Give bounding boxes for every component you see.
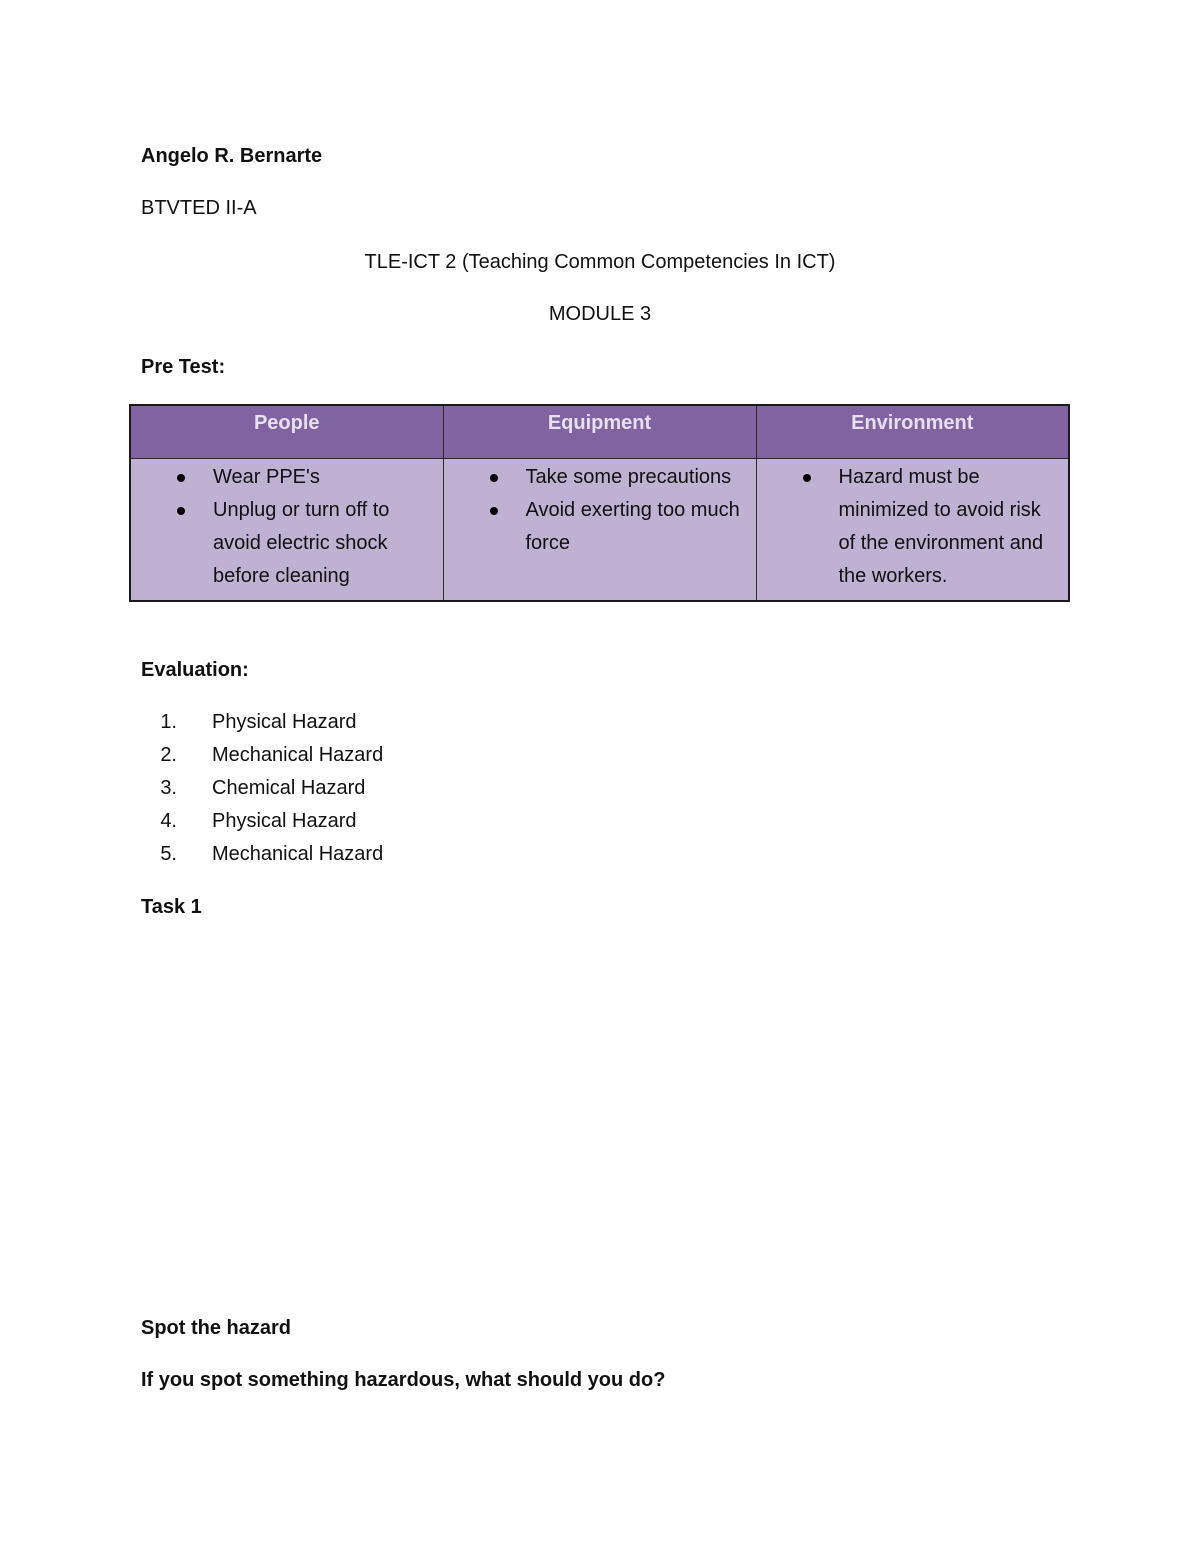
list-item [444, 494, 756, 560]
environment-list [757, 461, 1069, 593]
item-number: 3. [160, 777, 177, 799]
list-item [757, 461, 1069, 593]
people-cell [130, 459, 443, 602]
people-item-text: Unplug or turn off to avoid electric shock before cleaning [213, 499, 390, 587]
item-text: Mechanical Hazard [212, 744, 384, 766]
bullet-icon [490, 474, 498, 482]
spot-hazard-heading: Spot the hazard [141, 1317, 292, 1339]
bullet-icon [490, 507, 498, 515]
people-list [131, 461, 443, 593]
column-header-people: People [130, 405, 443, 459]
equipment-item-text: Avoid exerting too much force [525, 499, 740, 554]
item-text: Mechanical Hazard [212, 843, 384, 865]
pretest-header-row [130, 405, 1069, 459]
people-item-text: Wear PPE's [213, 466, 320, 488]
list-item [141, 739, 383, 772]
evaluation-list [141, 706, 383, 871]
task1-heading: Task 1 [141, 896, 202, 918]
item-text: Chemical Hazard [212, 777, 366, 799]
pretest-heading: Pre Test: [141, 356, 226, 378]
column-header-environment: Environment [756, 405, 1069, 459]
list-item [141, 706, 383, 739]
equipment-item-text: Take some precautions [525, 466, 732, 488]
item-text: Physical Hazard [212, 711, 357, 733]
bullet-icon [803, 474, 811, 482]
spot-hazard-question: If you spot something hazardous, what should you do? [141, 1369, 666, 1391]
list-item [141, 772, 383, 805]
item-text: Physical Hazard [212, 810, 357, 832]
module-title: MODULE 3 [548, 303, 652, 325]
list-item [131, 494, 443, 593]
list-item [131, 461, 443, 494]
evaluation-heading: Evaluation: [141, 659, 249, 681]
item-number: 1. [160, 711, 177, 733]
item-number: 5. [160, 843, 177, 865]
pretest-body-row [130, 459, 1069, 602]
course-title: TLE-ICT 2 (Teaching Common Competencies In ICT) [364, 251, 836, 273]
list-item [141, 838, 383, 871]
column-header-equipment: Equipment [443, 405, 756, 459]
list-item [141, 805, 383, 838]
pretest-table [129, 404, 1070, 602]
section-label: BTVTED II-A [141, 197, 257, 219]
item-number: 2. [160, 744, 177, 766]
bullet-icon [177, 474, 185, 482]
environment-item-text: Hazard must be minimized to avoid risk of the environment and the workers. [838, 466, 1044, 587]
environment-cell [756, 459, 1069, 602]
list-item [444, 461, 756, 494]
author-name: Angelo R. Bernarte [141, 145, 323, 167]
equipment-cell [443, 459, 756, 602]
bullet-icon [177, 507, 185, 515]
equipment-list [444, 461, 756, 560]
item-number: 4. [160, 810, 177, 832]
